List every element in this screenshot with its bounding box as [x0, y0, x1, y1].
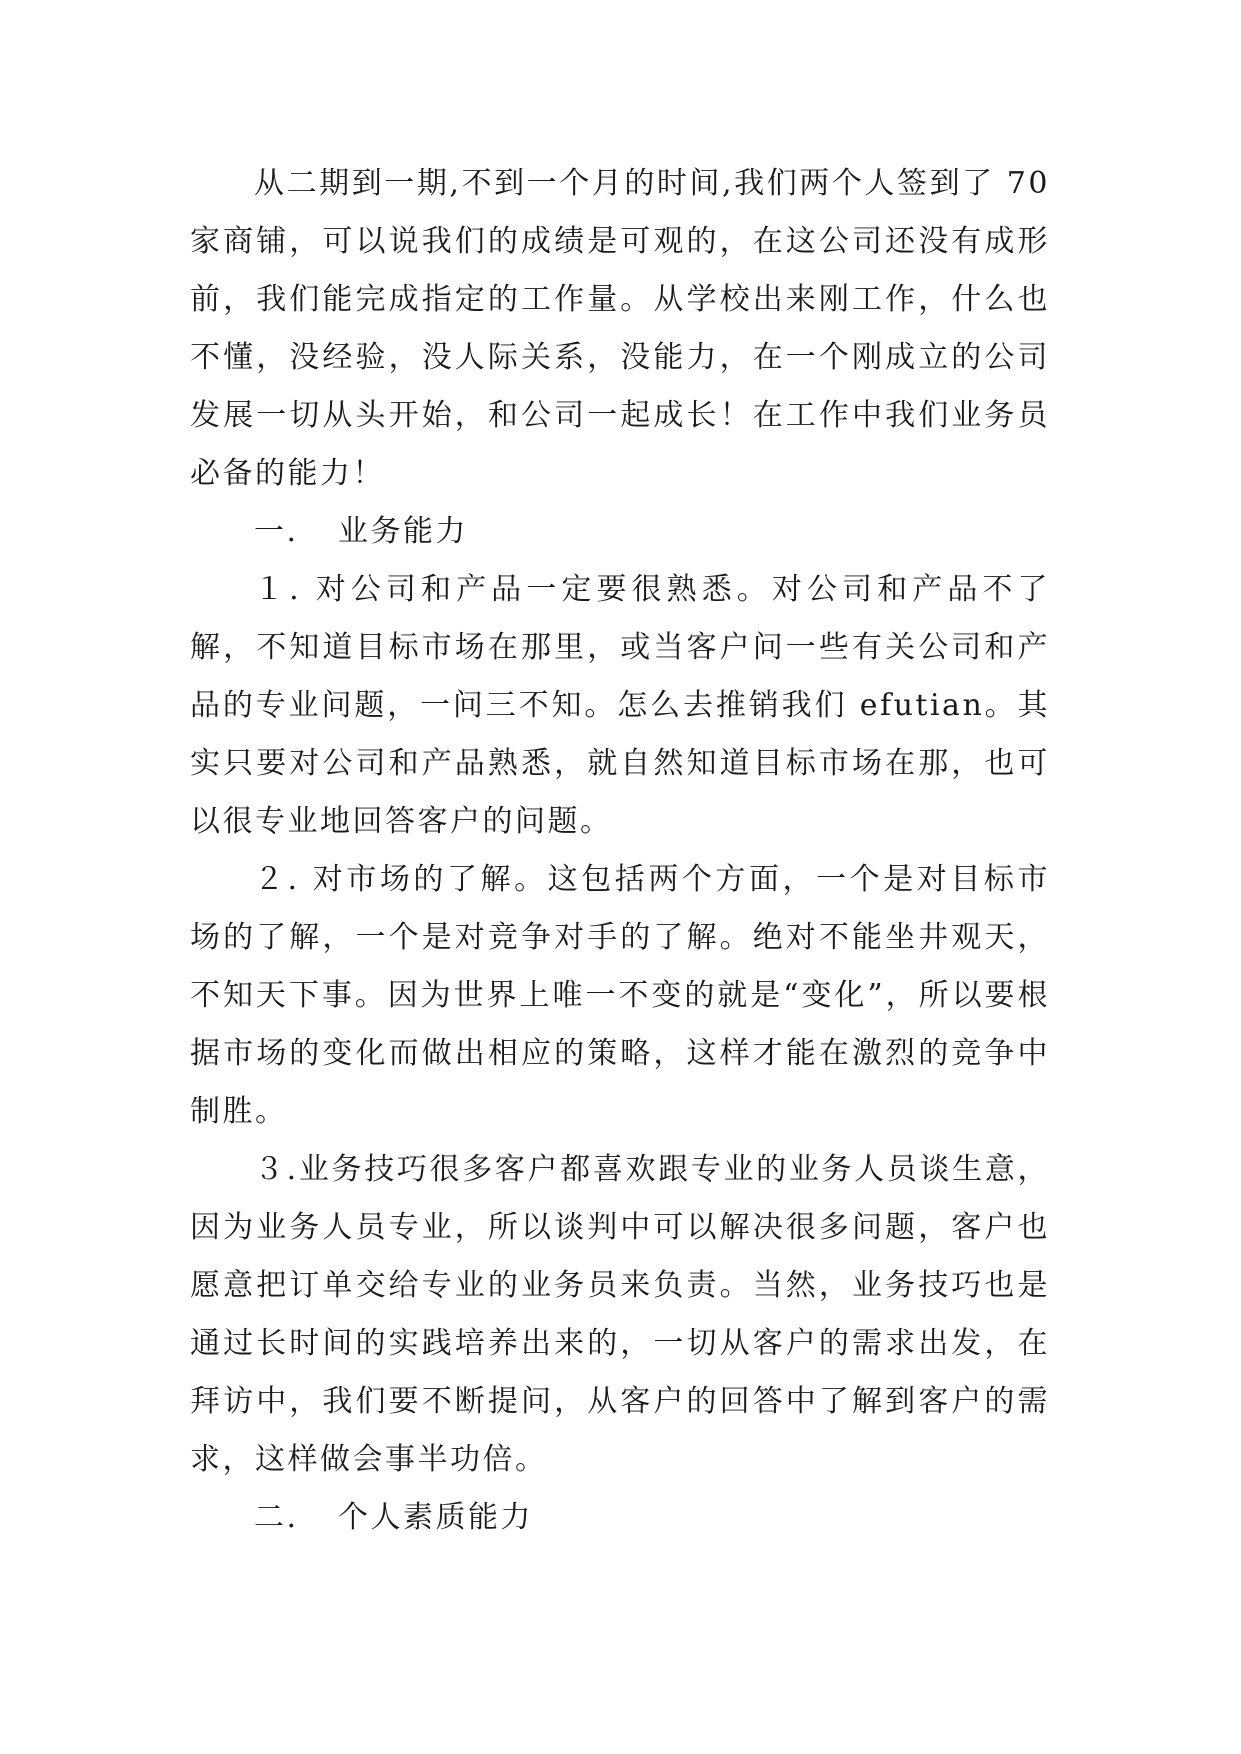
section-two-number: 二. — [254, 1500, 299, 1535]
section-two-heading — [190, 1489, 1050, 1547]
document-body — [190, 155, 1050, 1547]
section-one-number: 一. — [254, 514, 299, 549]
section-one-item-1: １. 对公司和产品一定要很熟悉。对公司和产品不了解，不知道目标市场在那里，或当客户问一些有关公司和产品的专业问题，一问三不知。怎么去推销我们 efutian。其实只要对公司和产品熟悉，就自然知道目标市场在那，也可以很专业地回答客户的问题。 — [190, 572, 1050, 839]
section-one-title: 业务能力 — [338, 514, 468, 549]
intro-paragraph: 从二期到一期,不到一个月的时间,我们两个人签到了 70 家商铺，可以说我们的成绩是可观的，在这公司还没有成形前，我们能完成指定的工作量。从学校出来刚工作，什么也不懂，没经验，没人际关系，没能力，在一个刚成立的公司发展一切从头开始，和公司一起成长！在工作中我们业务员必备的能力！ — [190, 166, 1050, 491]
section-one-heading — [190, 503, 1050, 561]
section-one-item-2: ２. 对市场的了解。这包括两个方面，一个是对目标市场的了解，一个是对竞争对手的了解。绝对不能坐井观天，不知天下事。因为世界上唯一不变的就是“变化”，所以要根据市场的变化而做出相应的策略，这样才能在激烈的竞争中制胜。 — [190, 862, 1050, 1129]
section-one-item-3: ３.业务技巧很多客户都喜欢跟专业的业务人员谈生意，因为业务人员专业，所以谈判中可以解决很多问题，客户也愿意把订单交给专业的业务员来负责。当然，业务技巧也是通过长时间的实践培养出来的，一切从客户的需求出发，在拜访中，我们要不断提问，从客户的回答中了解到客户的需求，这样做会事半功倍。 — [190, 1152, 1050, 1477]
section-two-title: 个人素质能力 — [338, 1500, 533, 1535]
